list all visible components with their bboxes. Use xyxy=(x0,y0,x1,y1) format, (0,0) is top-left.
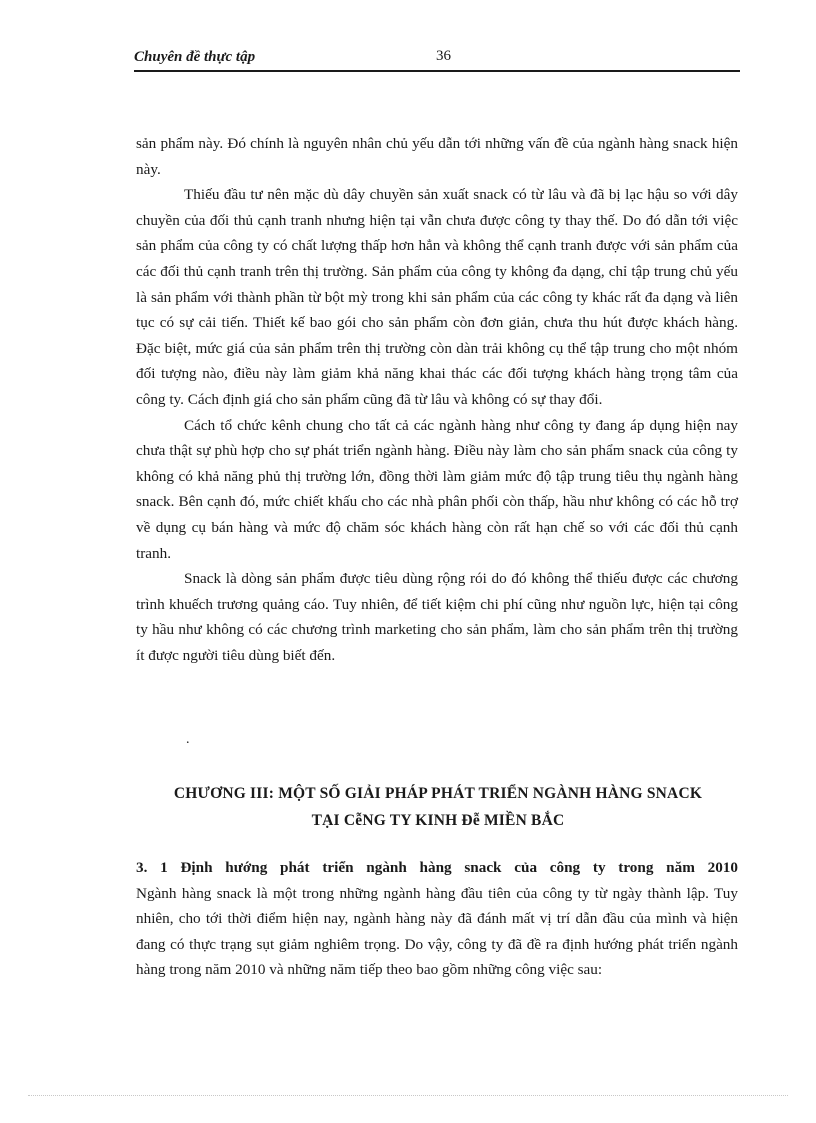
paragraph-4: Snack là dòng sản phẩm được tiêu dùng rộng rói do đó không thể thiếu được các chương trình khuếch trương quảng cáo. Tuy nhiên, để tiết kiệm chi phí cũng như nguồn lực, hiện tại công ty hầu như không có các chương trình marketing cho sản phẩm, làm cho sản phẩm trên thị trường ít được người tiêu dùng biết đến. xyxy=(136,570,738,664)
section-3-1 xyxy=(136,855,738,983)
body-text xyxy=(136,131,738,668)
chapter-heading-line-1: CHƯƠNG III: MỘT SỐ GIẢI PHÁP PHÁT TRIỂN NGÀNH HÀNG SNACK xyxy=(173,785,703,802)
header-title: Chuyên đề thực tập xyxy=(134,49,256,65)
paragraph-1: sản phẩm này. Đó chính là nguyên nhân chủ yếu dẫn tới những vấn đề của ngành hàng snack hiện này. xyxy=(136,135,738,178)
page-header xyxy=(134,46,740,70)
paragraph-2: Thiếu đầu tư nên mặc dù dây chuyền sản xuất snack có từ lâu và đã bị lạc hậu so với dây chuyền của đối thủ cạnh tranh nhưng hiện tại vẫn chưa được công ty thay thế. Do đó dẫn tới việc sản phẩm của công ty có chất lượng thấp hơn hẳn và không thể cạnh tranh được với sản phẩm của các đối thủ cạnh tranh trên thị trường. Sản phẩm của công ty không đa dạng, chỉ tập trung chủ yếu là sản phẩm với thành phần từ bột mỳ trong khi sản phẩm của các công ty khác rất đa dạng và liên tục có sự cải tiến. Thiết kế bao gói cho sản phẩm còn đơn giản, chưa thu hút được khách hàng. Đặc biệt, mức giá của sản phẩm trên thị trường còn dàn trải không cụ thể tập trung cho một nhóm đối tượng nào, điều này làm giảm khả năng khai thác các đối tượng khách hàng trọng tâm của công ty. Cách định giá cho sản phẩm cũng đã từ lâu và không có sự thay đổi. xyxy=(136,186,738,408)
paragraph-3: Cách tổ chức kênh chung cho tất cả các ngành hàng như công ty đang áp dụng hiện nay chưa thật sự phù hợp cho sự phát triển ngành hàng. Điều này làm cho sản phẩm snack của công ty không có khả năng phủ thị trường lớn, đồng thời làm giảm mức độ tập trung tiêu thụ ngành hàng snack. Bên cạnh đó, mức chiết khấu cho các nhà phân phối còn thấp, hầu như không có các hỗ trợ về dụng cụ bán hàng và mức độ chăm sóc khách hàng còn rất hạn chế so với các đối thủ cạnh tranh. xyxy=(136,416,738,562)
chapter-heading-line-2: TẠI CễNG TY KINH Đễ MIỀN BẮC xyxy=(311,812,565,829)
chapter-heading xyxy=(136,780,740,834)
header-rule xyxy=(134,70,740,72)
stray-dot: . xyxy=(186,732,190,747)
page-number: 36 xyxy=(436,48,451,64)
section-paragraph: Ngành hàng snack là một trong những ngành hàng đầu tiên của công ty từ ngày thành lập. Tuy nhiên, cho tới thời điểm hiện nay, ngành hàng này đã đánh mất vị trí dẫn đầu của mình và hiện đang có thực trạng sụt giảm nghiêm trọng. Do vậy, công ty đã đề ra định hướng phát triển ngành hàng trong năm 2010 và những năm tiếp theo bao gồm những công việc sau: xyxy=(136,884,738,979)
section-heading: 3. 1 Định hướng phát triển ngành hàng snack của công ty trong năm 2010 xyxy=(136,859,738,876)
page-bottom-border xyxy=(28,1095,788,1096)
